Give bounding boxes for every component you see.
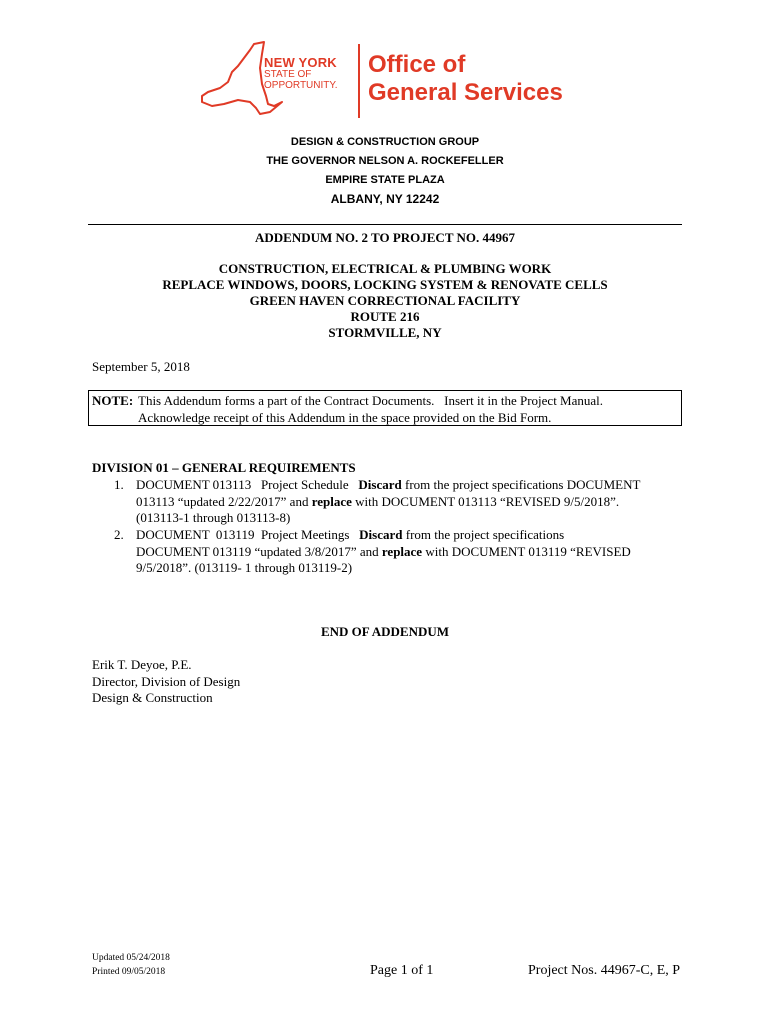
project-line5: STORMVILLE, NY bbox=[328, 325, 442, 340]
header-building: THE GOVERNOR NELSON A. ROCKEFELLER bbox=[266, 155, 504, 167]
list-item bbox=[136, 527, 684, 577]
ogs-logo bbox=[198, 40, 578, 120]
item-verb: Discard bbox=[359, 527, 403, 542]
addendum-title: ADDENDUM NO. 2 TO PROJECT NO. 44967 bbox=[254, 230, 516, 245]
logo-agency-line2: General Services bbox=[368, 79, 563, 106]
item-verb: replace bbox=[311, 493, 352, 509]
logo-divider bbox=[358, 44, 360, 118]
item-verb: Discard bbox=[358, 477, 402, 492]
item-text: 013113 “updated 2/22/2017” and bbox=[136, 493, 312, 509]
item-text: with DOCUMENT 013119 “REVISED bbox=[422, 543, 631, 559]
note-label: NOTE: bbox=[92, 393, 134, 408]
project-line3: GREEN HAVEN CORRECTIONAL FACILITY bbox=[249, 293, 521, 308]
item-text: (013113-1 through 013113-8) bbox=[136, 510, 291, 525]
list-item bbox=[136, 477, 684, 527]
note-line2: Acknowledge receipt of this Addendum in the space provided on the Bid Form. bbox=[138, 409, 552, 425]
project-line1: CONSTRUCTION, ELECTRICAL & PLUMBING WORK bbox=[218, 261, 552, 276]
item-verb: replace bbox=[381, 543, 423, 559]
item-text: from the project specifications DOCUMENT bbox=[401, 477, 641, 492]
header-group: DESIGN & CONSTRUCTION GROUP bbox=[290, 136, 480, 148]
item-lead: DOCUMENT 013119 Project Meetings bbox=[136, 527, 360, 542]
note-text bbox=[138, 393, 678, 426]
logo-agency-line1: Office of bbox=[368, 51, 466, 78]
signer-title: Director, Division of Design bbox=[92, 674, 241, 689]
date: September 5, 2018 bbox=[92, 359, 190, 374]
note-line1: This Addendum forms a part of the Contract Documents. Insert it in the Project Manual. bbox=[138, 393, 604, 408]
footer-page-number: Page 1 of 1 bbox=[370, 963, 434, 978]
item-number: 2. bbox=[114, 527, 124, 542]
logo-line3: OPPORTUNITY. bbox=[264, 79, 338, 91]
header-rule bbox=[88, 224, 682, 225]
item-text: DOCUMENT 013119 “updated 3/8/2017” and bbox=[136, 543, 382, 559]
item-lead: DOCUMENT 013113 Project Schedule bbox=[136, 477, 359, 492]
logo-line2: STATE OF bbox=[264, 69, 312, 80]
header-city: ALBANY, NY 12242 bbox=[330, 192, 440, 206]
project-line4: ROUTE 216 bbox=[350, 309, 420, 324]
logo-state-of-text bbox=[264, 70, 338, 91]
footer-printed: Printed 09/05/2018 bbox=[92, 967, 166, 977]
end-of-addendum: END OF ADDENDUM bbox=[320, 624, 450, 639]
footer-project-nos: Project Nos. 44967-C, E, P bbox=[528, 963, 681, 978]
project-line2: REPLACE WINDOWS, DOORS, LOCKING SYSTEM & RENOVATE CELLS bbox=[162, 277, 608, 292]
signer-dept: Design & Construction bbox=[92, 690, 213, 705]
division-heading: DIVISION 01 – GENERAL REQUIREMENTS bbox=[92, 460, 356, 475]
item-number: 1. bbox=[114, 477, 124, 492]
item-text: with DOCUMENT 013113 “REVISED 9/5/2018”. bbox=[351, 493, 620, 509]
header-plaza: EMPIRE STATE PLAZA bbox=[325, 174, 445, 186]
item-text: from the project specifications bbox=[402, 527, 565, 542]
footer-updated: Updated 05/24/2018 bbox=[92, 953, 170, 963]
signer-name: Erik T. Deyoe, P.E. bbox=[92, 657, 192, 672]
item-text: 9/5/2018”. (013119- 1 through 013119-2) bbox=[136, 560, 353, 575]
logo-new-york-text: NEW YORK bbox=[264, 55, 337, 70]
